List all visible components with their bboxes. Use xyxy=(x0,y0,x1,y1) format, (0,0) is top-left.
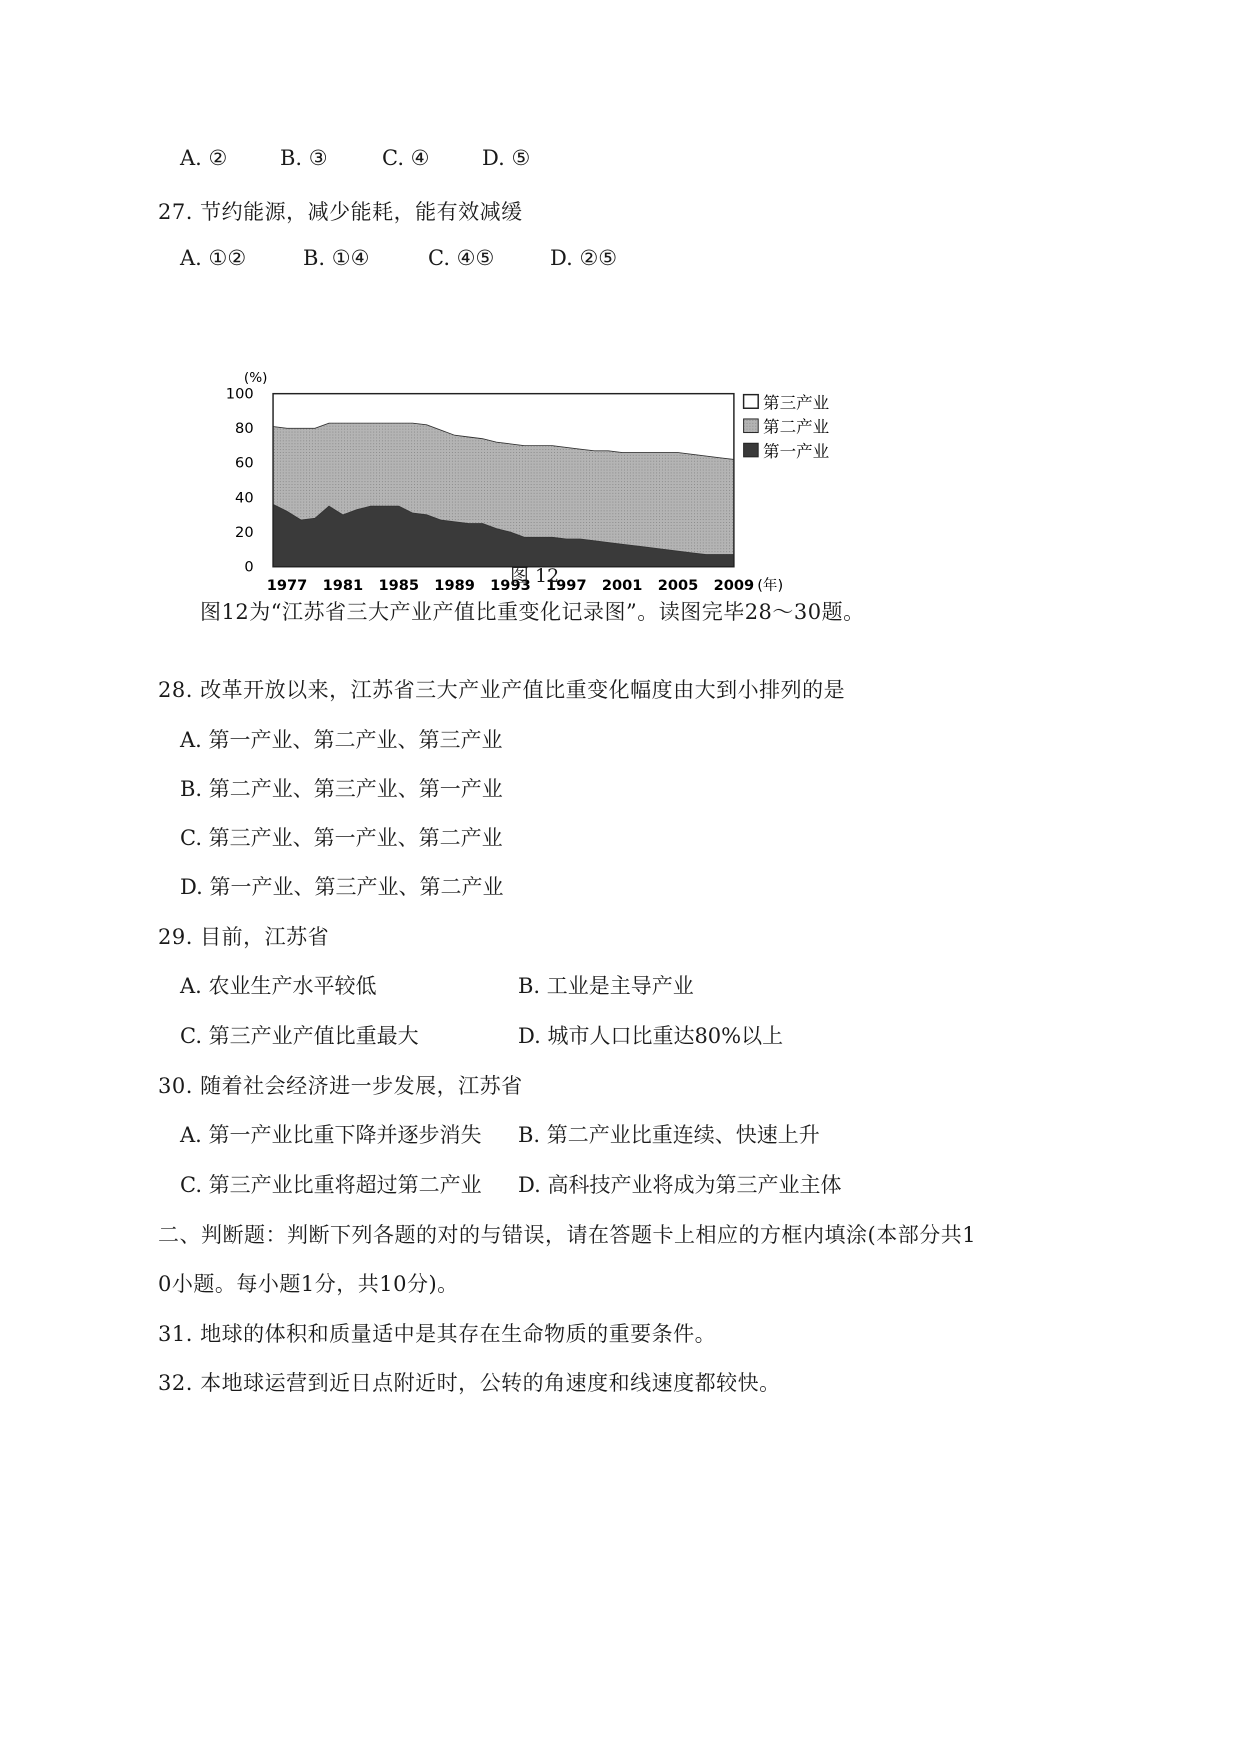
y-tick-label: 80 xyxy=(235,420,254,438)
q30-option-a: A. 第一产业比重下降并逐步消失 xyxy=(180,1123,482,1147)
question-32: 32. 本地球运营到近日点附近时，公转的角速度和线速度都较快。 xyxy=(158,1371,781,1395)
industry-share-chart xyxy=(225,352,940,622)
q27-option-b: B. ①④ xyxy=(303,246,370,270)
legend xyxy=(744,393,830,461)
q27-option-d: D. ②⑤ xyxy=(550,246,618,270)
x-tick-label: 2009 xyxy=(713,577,755,595)
q26-option-a: A. ② xyxy=(180,146,228,170)
x-tick-label: 1993 xyxy=(490,577,531,595)
q28-option-b: B. 第二产业、第三产业、第一产业 xyxy=(180,777,503,801)
x-tick-label: 1989 xyxy=(434,577,475,595)
q30-option-d: D. 高科技产业将成为第三产业主体 xyxy=(518,1173,842,1197)
x-tick-label: 2001 xyxy=(601,577,643,595)
chart-svg xyxy=(225,352,940,622)
figure-intro: 图12为“江苏省三大产业产值比重变化记录图”。读图完毕28～30题。 xyxy=(200,600,865,624)
q26-option-c: C. ④ xyxy=(382,146,430,170)
y-tick-label: 0 xyxy=(244,558,254,576)
y-tick-label: 60 xyxy=(235,454,254,472)
question-28-stem: 28. 改革开放以来，江苏省三大产业产值比重变化幅度由大到小排列的是 xyxy=(158,678,846,702)
q29-option-d: D. 城市人口比重达80%以上 xyxy=(518,1024,784,1048)
legend-item-secondary xyxy=(744,418,830,437)
x-tick-label: 1997 xyxy=(546,577,587,595)
q30-option-c: C. 第三产业比重将超过第二产业 xyxy=(180,1173,482,1197)
question-30-stem: 30. 随着社会经济进一步发展，江苏省 xyxy=(158,1074,523,1098)
y-tick-label: 40 xyxy=(235,489,254,507)
legend-swatch-tertiary xyxy=(744,395,759,409)
x-axis-unit-label: (年) xyxy=(757,577,784,595)
figure-caption: 图 12 xyxy=(510,565,560,587)
x-tick-label: 1977 xyxy=(266,577,308,595)
legend-swatch-secondary xyxy=(744,419,759,433)
q28-option-a: A. 第一产业、第二产业、第三产业 xyxy=(180,728,503,752)
question-31: 31. 地球的体积和质量适中是其存在生命物质的重要条件。 xyxy=(158,1322,717,1346)
x-tick-label: 1981 xyxy=(322,577,364,595)
q27-option-a: A. ①② xyxy=(180,246,247,270)
q26-option-d: D. ⑤ xyxy=(482,146,531,170)
y-axis-unit-label: (%) xyxy=(243,370,268,386)
y-tick-label: 100 xyxy=(225,385,254,403)
section-2-instructions-line2: 0小题。每小题1分，共10分)。 xyxy=(158,1272,459,1296)
legend-label-tertiary: 第三产业 xyxy=(763,393,830,413)
q30-option-b: B. 第二产业比重连续、快速上升 xyxy=(518,1123,820,1147)
legend-swatch-primary xyxy=(744,443,759,457)
section-2-instructions-line1: 二、判断题：判断下列各题的对的与错误，请在答题卡上相应的方框内填涂(本部分共1 xyxy=(158,1223,977,1247)
legend-item-tertiary xyxy=(744,393,830,412)
y-tick-label: 20 xyxy=(235,523,254,541)
q29-option-c: C. 第三产业产值比重最大 xyxy=(180,1024,419,1048)
q29-option-b: B. 工业是主导产业 xyxy=(518,974,694,998)
legend-label-primary: 第一产业 xyxy=(763,441,830,461)
q27-option-c: C. ④⑤ xyxy=(428,246,495,270)
x-tick-label: 1985 xyxy=(378,577,420,595)
question-29-stem: 29. 目前，江苏省 xyxy=(158,925,330,949)
question-27-stem: 27. 节约能源，减少能耗，能有效减缓 xyxy=(158,200,523,224)
legend-label-secondary: 第二产业 xyxy=(763,417,830,437)
legend-item-primary xyxy=(744,442,830,461)
q28-option-c: C. 第三产业、第一产业、第二产业 xyxy=(180,826,503,850)
q28-option-d: D. 第一产业、第三产业、第二产业 xyxy=(180,875,504,899)
q26-option-b: B. ③ xyxy=(280,146,328,170)
q29-option-a: A. 农业生产水平较低 xyxy=(180,974,377,998)
x-tick-label: 2005 xyxy=(657,577,699,595)
